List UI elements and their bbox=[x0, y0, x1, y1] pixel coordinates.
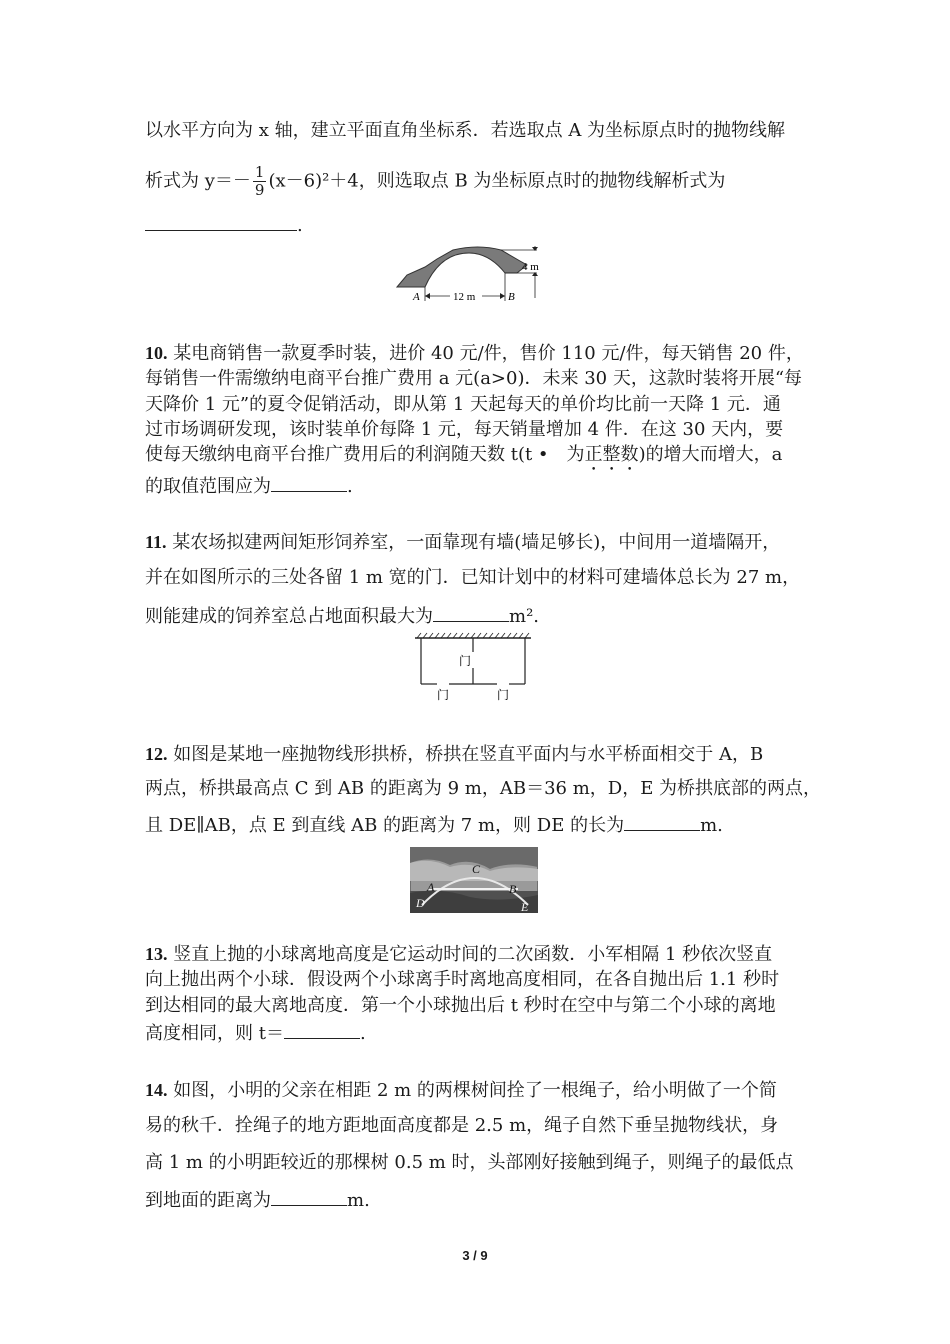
q12-label-c: C bbox=[472, 862, 481, 876]
q11-door-label-left: 门 bbox=[437, 688, 450, 702]
q10-emphasis: 正整数 bbox=[584, 444, 639, 465]
q10-number: 10. bbox=[145, 343, 168, 363]
q12-line-3-end: m. bbox=[700, 815, 723, 836]
q9-fraction bbox=[253, 164, 267, 199]
q13-line-1 bbox=[145, 942, 810, 967]
q9-label-b: B bbox=[508, 291, 515, 303]
q9-line-3 bbox=[145, 212, 810, 238]
q9-answer-blank[interactable] bbox=[145, 212, 297, 231]
q10-line-2: 每销售一件需缴纳电商平台推广费用 a 元(a>0)．未来 30 天，这款时装将开展“每 bbox=[145, 368, 803, 389]
q12-label-e: E bbox=[521, 900, 529, 913]
q10-line-6 bbox=[145, 473, 810, 499]
q9-width-arrow-left-icon bbox=[425, 293, 430, 299]
q14-line-2: 易的秋千．拴绳子的地方距地面高度都是 2.5 m，绳子自然下垂呈抛物线状，身 bbox=[145, 1115, 779, 1136]
q13-text-1: 竖直上抛的小球离地高度是它运动时间的二次函数．小军相隔 1 秒依次竖直 bbox=[173, 944, 773, 965]
q12-line-1 bbox=[145, 742, 810, 767]
q11-line-3 bbox=[145, 603, 810, 629]
q11-text-1: 某农场拟建两间矩形饲养室，一面靠现有墙(墙足够长)，中间用一道墙隔开， bbox=[172, 532, 781, 553]
q9-fraction-denominator: 9 bbox=[254, 181, 265, 199]
q12-number: 12. bbox=[145, 744, 168, 764]
q10-line-5 bbox=[145, 443, 810, 475]
q9-width-arrow-right-icon bbox=[500, 293, 505, 299]
q11-number: 11. bbox=[145, 532, 167, 552]
q14-line-4 bbox=[145, 1187, 810, 1213]
q9-arch-figure bbox=[395, 243, 555, 305]
q11-door-label-right: 门 bbox=[497, 688, 510, 702]
q12-bridge-photo bbox=[410, 847, 538, 913]
q10-line-6-text: 的取值范围应为 bbox=[145, 476, 271, 497]
q11-enclosure-figure bbox=[413, 632, 533, 704]
q9-fraction-numerator: 1 bbox=[254, 163, 265, 181]
q12-line-3 bbox=[145, 812, 810, 838]
q12-line-3-text: 且 DE∥AB，点 E 到直线 AB 的距离为 7 m，则 DE 的长为 bbox=[145, 815, 625, 836]
q9-label-height: 4 m bbox=[522, 261, 539, 273]
q10-line-4: 过市场调研发现，该时装单价每降 1 元，每天销量增加 4 件．在这 30 天内，要 bbox=[145, 419, 784, 440]
q13-number: 13. bbox=[145, 944, 168, 964]
q14-line-4-end: m. bbox=[347, 1190, 370, 1211]
q9-line-1: 以水平方向为 x 轴，建立平面直角坐标系．若选取点 A 为坐标原点时的抛物线解 bbox=[145, 120, 786, 141]
q14-line-3: 高 1 m 的小明距较近的那棵树 0.5 m 时，头部刚好接触到绳子，则绳子的最低点 bbox=[145, 1152, 794, 1173]
q14-number: 14. bbox=[145, 1080, 168, 1100]
q12-text-1: 如图是某地一座抛物线形拱桥，桥拱在竖直平面内与水平桥面相交于 A，B bbox=[173, 744, 764, 765]
q13-line-4 bbox=[145, 1020, 810, 1046]
q10-line-1 bbox=[145, 341, 810, 366]
q13-line-4-text: 高度相同，则 t＝ bbox=[145, 1023, 284, 1044]
q13-line-4-end: . bbox=[359, 1023, 366, 1044]
q10-text-1: 某电商销售一款夏季时装，进价 40 元/件，售价 110 元/件，每天销售 20 件， bbox=[173, 343, 804, 364]
q10-line-3: 天降价 1 元”的夏令促销活动，即从第 1 天起每天的单价均比前一天降 1 元．通 bbox=[145, 394, 781, 415]
q12-line-2: 两点，桥拱最高点 C 到 AB 的距离为 9 m，AB＝36 m，D，E 为桥拱底部的两点， bbox=[145, 778, 822, 799]
q13-line-3: 到达相同的最大离地高度．第一个小球抛出后 t 秒时在空中与第二个小球的离地 bbox=[145, 995, 776, 1016]
q9-label-width: 12 m bbox=[453, 291, 476, 303]
q11-door-label-middle: 门 bbox=[459, 654, 472, 668]
q11-enclosure-walls bbox=[421, 638, 525, 684]
page-number: 3 / 9 bbox=[462, 1248, 488, 1263]
q13-answer-blank[interactable] bbox=[284, 1020, 360, 1039]
q14-answer-blank[interactable] bbox=[271, 1187, 347, 1206]
q12-label-a: A bbox=[427, 880, 435, 894]
q14-line-4-text: 到地面的距离为 bbox=[145, 1190, 271, 1211]
q11-answer-blank[interactable] bbox=[433, 603, 509, 622]
q10-line-5-pre: 使每天缴纳电商平台推广费用后的利润随天数 t(t • 为 bbox=[145, 444, 585, 465]
q9-line-2 bbox=[145, 164, 810, 199]
q11-line-3-end: m². bbox=[509, 606, 540, 627]
q9-line-2-post: (x－6)²＋4，则选取点 B 为坐标原点时的抛物线解析式为 bbox=[268, 170, 726, 192]
q10-line-6-end: . bbox=[347, 476, 353, 497]
q11-line-3-text: 则能建成的饲养室总占地面积最大为 bbox=[145, 606, 433, 627]
q9-line-3-end: . bbox=[297, 215, 303, 236]
q14-text-1: 如图，小明的父亲在相距 2 m 的两棵树间拴了一根绳子，给小明做了一个简 bbox=[173, 1080, 777, 1101]
q12-label-b: B bbox=[509, 882, 517, 896]
q10-line-5-post: )的增大而增大，a bbox=[638, 444, 783, 465]
q13-line-2: 向上抛出两个小球．假设两个小球离手时离地高度相同，在各自抛出后 1.1 秒时 bbox=[145, 969, 780, 990]
q9-arch-shape bbox=[397, 247, 527, 287]
q14-line-1 bbox=[145, 1078, 810, 1103]
q11-line-1 bbox=[145, 530, 810, 555]
q12-answer-blank[interactable] bbox=[624, 812, 700, 831]
q10-answer-blank[interactable] bbox=[271, 473, 347, 492]
q9-line-2-pre: 析式为 y＝－ bbox=[145, 170, 251, 192]
q11-line-2: 并在如图所示的三处各留 1 m 宽的门．已知计划中的材料可建墙体总长为 27 m， bbox=[145, 567, 801, 588]
q12-label-d: D bbox=[416, 896, 425, 910]
q9-label-a: A bbox=[413, 291, 420, 303]
